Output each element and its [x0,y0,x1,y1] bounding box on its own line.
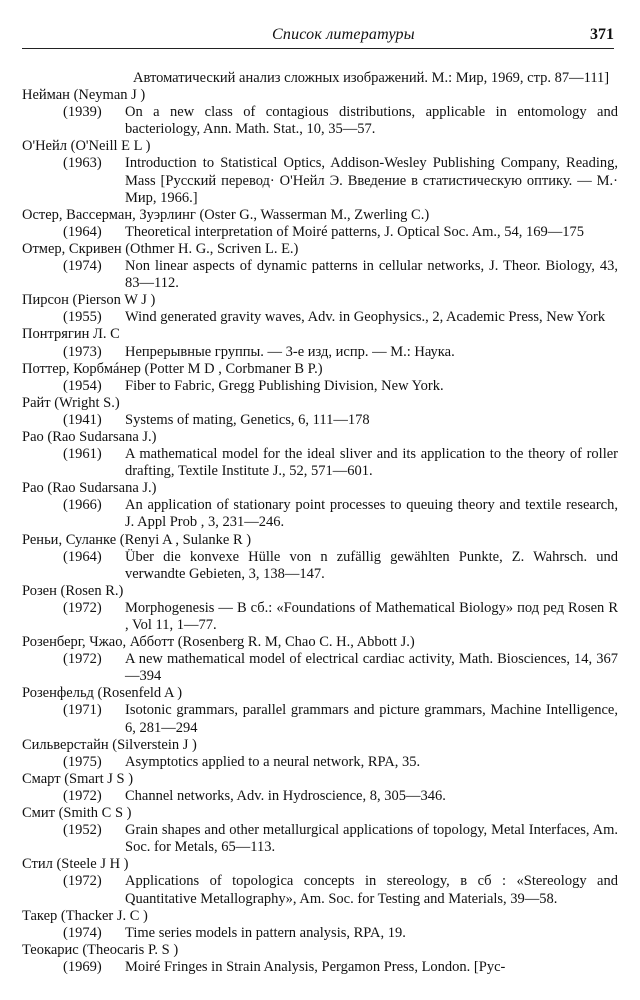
reference-text: Time series models in pattern analysis, RPA, 19. [125,924,406,941]
reference-author: Остер, Вассерман, Зуэрлинг (Oster G., Wasserman M., Zwerling C.) [22,206,430,223]
reference-author: Сильверстайн (Silverstein J ) [22,736,197,753]
reference-entry [22,651,618,685]
reference-item [22,241,618,292]
reference-item [22,361,618,395]
reference-author: Рао (Rao Sudarsana J.) [22,480,157,497]
reference-text: Non linear aspects of dynamic patterns in cellular networks, J. Theor. Biology, 43, 83—112. [125,258,618,292]
reference-entry [22,873,618,907]
reference-text: Channel networks, Adv. in Hydroscience, 8, 305—346. [125,787,446,804]
reference-item [22,480,618,531]
reference-author: Райт (Wright S.) [22,394,120,411]
reference-author: Смит (Smith C S ) [22,805,132,822]
reference-year: (1975) [63,753,102,770]
reference-year: (1974) [63,924,102,941]
reference-text: Introduction to Statistical Optics, Addison-Wesley Publishing Company, Reading, Mass [Русский перевод· О'Нейл Э. Введение в статистическую оптику. — М.· Мир, 1966.] [125,155,618,206]
reference-text: A mathematical model for the ideal sliver and its application to the theory of roller drafting, Textile Institute J., 52, 571—601. [125,446,618,480]
reference-item [22,805,618,856]
reference-text: Непрерывные группы. — 3-е изд, испр. — М.: Наука. [125,343,455,360]
reference-text: An application of stationary point processes to queuing theory and textile research, J. Appl Prob , 3, 231—246. [125,497,618,531]
reference-entry [22,600,618,634]
reference-year: (1971) [63,702,102,719]
reference-entry [22,412,618,429]
reference-item [22,685,618,736]
reference-entry [22,497,618,531]
reference-entry [22,309,618,326]
reference-year: (1969) [63,958,102,975]
reference-year: (1966) [63,497,102,514]
page-number: 371 [590,26,614,43]
reference-item [22,429,618,480]
reference-year: (1952) [63,822,102,839]
reference-entry [22,959,618,976]
reference-entry [22,344,618,361]
reference-item [22,532,618,583]
reference-item [22,292,618,326]
reference-author: Розен (Rosen R.) [22,582,124,599]
reference-text: Theoretical interpretation of Moiré patterns, J. Optical Soc. Am., 54, 169—175 [125,223,585,240]
reference-entry [22,104,618,138]
reference-year: (1954) [63,377,102,394]
reference-year: (1941) [63,411,102,428]
reference-year: (1964) [63,548,102,565]
reference-entry [22,925,618,942]
reference-text: Systems of mating, Genetics, 6, 111—178 [125,411,370,428]
reference-author: Понтрягин Л. С [22,326,120,343]
reference-item [22,326,618,360]
reference-item [22,634,618,685]
reference-text: Morphogenesis — В сб.: «Foundations of Mathematical Biology» под ред Rosen R , Vol 11, 1—77. [125,599,618,633]
reference-list [22,70,618,976]
reference-author: Смарт (Smart J S ) [22,770,134,787]
reference-author: Такер (Thacker J. C ) [22,907,148,924]
reference-author: Стил (Steele J H ) [22,856,129,873]
reference-item [22,395,618,429]
reference-year: (1964) [63,223,102,240]
reference-entry [22,446,618,480]
reference-text: Isotonic grammars, parallel grammars and picture grammars, Machine Intelligence, 6, 281—294 [125,702,618,736]
reference-author: Розенберг, Чжао, Аббoтт (Rosenberg R. M, Chao C. H., Abbott J.) [22,634,415,651]
reference-item [22,583,618,634]
reference-text: Applications of topologica concepts in stereology, в сб : «Stereology and Quantitative Metallography», Am. Soc. for Testing and Materials, 39—58. [125,873,618,907]
page-header [22,24,614,49]
reference-item [22,908,618,942]
reference-entry [22,155,618,206]
reference-year: (1961) [63,446,102,463]
reference-item [22,207,618,241]
reference-year: (1939) [63,104,102,121]
reference-year: (1973) [63,343,102,360]
reference-author: Отмер, Скривен (Othmer H. G., Scriven L. E.) [22,240,299,257]
reference-item [22,771,618,805]
reference-author: Пирсон (Pierson W J ) [22,292,156,309]
reference-year: (1963) [63,155,102,172]
reference-year: (1974) [63,258,102,275]
reference-text: A new mathematical model of electrical cardiac activity, Math. Biosciences, 14, 367—394 [125,651,618,685]
reference-text: Автоматический анализ сложных изображений. М.: Мир, 1969, стр. 87—111] [133,70,610,86]
reference-entry [22,549,618,583]
reference-author: Теокарис (Theocaris P. S ) [22,941,179,958]
reference-entry [22,258,618,292]
reference-text: Wind generated gravity waves, Adv. in Geophysics., 2, Academic Press, New York [125,309,606,326]
reference-author: Нейман (Neyman J ) [22,87,146,104]
reference-item [22,856,618,907]
reference-author: Поттер, Корбмáнер (Potter M D , Corbmaner B P.) [22,360,323,377]
reference-item [22,942,618,976]
reference-entry [22,224,618,241]
reference-author: О'Нейл (O'Neill E L ) [22,138,151,155]
reference-author: Реньи, Суланке (Renyi A , Sulanke R ) [22,531,252,548]
reference-item [22,70,618,87]
reference-entry [22,788,618,805]
reference-text: Grain shapes and other metallurgical applications of topology, Metal Interfaces, Am. Soc. for Metals, 65—113. [125,822,618,856]
reference-year: (1955) [63,309,102,326]
reference-text: On a new class of contagious distributions, applicable in entomology and bacteriology, Ann. Math. Stat., 10, 35—57. [125,104,618,138]
reference-text: Über die konvexe Hülle von n zufällig gewählten Punkte, Z. Wahrsch. und verwandte Gebieten, 3, 138—147. [125,548,618,582]
reference-entry [22,70,618,87]
reference-entry [22,822,618,856]
reference-text: Moiré Fringes in Strain Analysis, Pergamon Press, London. [Рус- [125,958,506,975]
reference-year: (1972) [63,787,102,804]
reference-year: (1972) [63,599,102,616]
reference-text: Asymptotics applied to a neural network, RPA, 35. [125,753,421,770]
reference-entry [22,702,618,736]
reference-author: Рао (Rao Sudarsana J.) [22,428,157,445]
running-title: Список литературы [272,26,415,43]
reference-entry [22,378,618,395]
reference-author: Розенфельд (Rosenfeld A ) [22,685,183,702]
reference-item [22,737,618,771]
reference-item [22,87,618,138]
reference-year: (1972) [63,651,102,668]
reference-entry [22,754,618,771]
reference-text: Fiber to Fabric, Gregg Publishing Division, New York. [125,377,444,394]
reference-item [22,138,618,206]
reference-year: (1972) [63,873,102,890]
